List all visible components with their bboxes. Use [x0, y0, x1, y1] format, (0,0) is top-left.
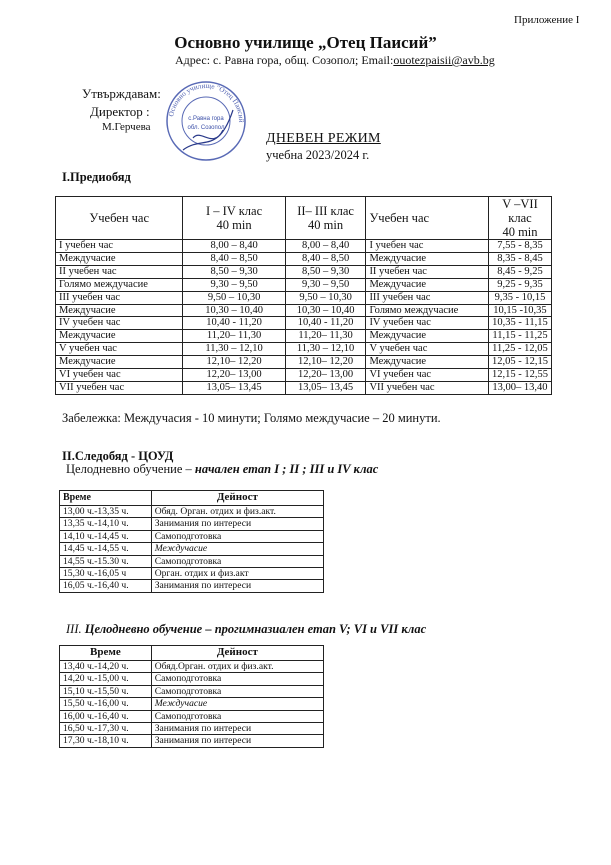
table-cell: Междучасие	[366, 278, 489, 291]
time-cell: 17,30 ч.-18,10 ч.	[60, 735, 152, 747]
table-row	[56, 356, 552, 369]
time-cell: 14,45 ч.-14,55 ч.	[60, 543, 152, 555]
table-cell: 8,00 – 8,40	[285, 240, 366, 253]
table-header-row	[60, 646, 324, 661]
table-row	[56, 317, 552, 330]
table-cell: 8,00 – 8,40	[183, 240, 285, 253]
table-row	[56, 252, 552, 265]
table-cell: 8,35 - 8,45	[488, 252, 551, 265]
table-row	[56, 343, 552, 356]
activity-cell: Занимания по интереси	[151, 580, 323, 592]
school-title: Основно училище „Отец Паисий”	[174, 33, 437, 52]
section3-title: Целодневно обучение – прогимназиален етап V; VI и VII клас	[81, 622, 427, 636]
table-cell: V учебен час	[366, 343, 489, 356]
activity-cell: Самоподготовка	[151, 685, 323, 697]
table-cell: Междучасие	[366, 356, 489, 369]
table-cell: Голямо междучасие	[366, 304, 489, 317]
school-year: учебна 2023/2024 г.	[266, 148, 370, 162]
activity-cell: Занимания по интереси	[151, 735, 323, 747]
table-row	[60, 580, 324, 592]
table-cell: 8,40 – 8,50	[285, 252, 366, 265]
table-cell: 8,50 – 9,30	[285, 265, 366, 278]
time-cell: 13,35 ч.-14,10 ч.	[60, 518, 152, 530]
subtitle-italic: начален етап I ; II ; III и IV клас	[194, 462, 379, 476]
table-row	[56, 278, 552, 291]
activity-cell: Орган. отдих и физ.акт	[151, 568, 323, 580]
table-cell: 11,30 – 12,10	[183, 343, 285, 356]
table-cell: 12,20– 13,00	[183, 369, 285, 382]
table-cell: 11,20– 11,30	[183, 330, 285, 343]
activity-cell: Самоподготовка	[151, 673, 323, 685]
table-row	[56, 330, 552, 343]
time-cell: 16,50 ч.-17,30 ч.	[60, 723, 152, 735]
table-row	[60, 568, 324, 580]
table-cell: 10,30 – 10,40	[183, 304, 285, 317]
time-cell: 14,20 ч.-15,00 ч.	[60, 673, 152, 685]
col-header: Учебен час	[56, 197, 183, 240]
table-cell: Междучасие	[366, 330, 489, 343]
table-cell: 9,35 - 10,15	[488, 291, 551, 304]
table-row	[60, 506, 324, 518]
seal-arc-text: Основно училище "Отец Паисий	[167, 81, 246, 123]
table-cell: I учебен час	[56, 240, 183, 253]
col-header-time: Време	[60, 646, 152, 661]
activity-cell: Междучасие	[151, 698, 323, 710]
table-cell: Голямо междучасие	[56, 278, 183, 291]
activity-cell: Самоподготовка	[151, 710, 323, 722]
table-row	[60, 661, 324, 673]
table-cell: 8,40 – 8,50	[183, 252, 285, 265]
table-cell: 9,30 – 9,50	[285, 278, 366, 291]
school-address	[175, 53, 495, 68]
afternoon-middle-table	[59, 645, 324, 748]
table-cell: 9,50 – 10,30	[285, 291, 366, 304]
time-cell: 15,10 ч.-15,50 ч.	[60, 685, 152, 697]
section2-heading: II.Следобяд - ЦОУД	[62, 449, 174, 463]
table-cell: 9,30 – 9,50	[183, 278, 285, 291]
seal-municipality: обл. Созопол	[187, 125, 225, 131]
time-cell: 15,50 ч.-16,00 ч.	[60, 698, 152, 710]
break-note: Забележка: Междучасия - 10 минути; Голямо междучасие – 20 минути.	[62, 411, 441, 425]
time-cell: 13,00 ч.-13,35 ч.	[60, 506, 152, 518]
table-row	[56, 265, 552, 278]
col-header: V –VII клас 40 min	[488, 197, 551, 240]
col-header: II– III клас 40 min	[285, 197, 366, 240]
table-header-row	[56, 197, 552, 240]
section2-subtitle	[66, 462, 378, 477]
table-row	[60, 710, 324, 722]
activity-cell: Междучасие	[151, 543, 323, 555]
table-row	[56, 381, 552, 394]
table-cell: Междучасие	[56, 330, 183, 343]
section3-number: III.	[66, 622, 82, 636]
section1-heading: I.Предиобяд	[62, 170, 131, 184]
table-cell: IV учебен час	[366, 317, 489, 330]
address-text: Адрес: с. Равна гора, общ. Созопол; Email:	[175, 53, 394, 67]
table-row	[60, 555, 324, 567]
annex-label: Приложение I	[514, 14, 580, 26]
table-cell: 13,05– 13,45	[183, 381, 285, 394]
director-name: М.Герчева	[102, 121, 151, 133]
col-header-activity: Дейност	[151, 491, 323, 506]
table-cell: VII учебен час	[366, 381, 489, 394]
time-cell: 13,40 ч.-14,20 ч.	[60, 661, 152, 673]
time-cell: 16,00 ч.-16,40 ч.	[60, 710, 152, 722]
table-cell: II учебен час	[56, 265, 183, 278]
table-cell: 10,15 -10,35	[488, 304, 551, 317]
table-row	[60, 530, 324, 542]
table-cell: 11,25 - 12,05	[488, 343, 551, 356]
table-cell: V учебен час	[56, 343, 183, 356]
table-row	[56, 369, 552, 382]
table-cell: Междучасие	[56, 356, 183, 369]
col-header: I – IV клас 40 min	[183, 197, 285, 240]
activity-cell: Обяд.Орган. отдих и физ.акт.	[151, 661, 323, 673]
table-cell: Междучасие	[366, 252, 489, 265]
activity-cell: Обяд. Орган. отдих и физ.акт.	[151, 506, 323, 518]
table-cell: 12,05 - 12,15	[488, 356, 551, 369]
activity-cell: Занимания по интереси	[151, 723, 323, 735]
table-cell: Междучасие	[56, 304, 183, 317]
table-cell: VI учебен час	[366, 369, 489, 382]
school-seal-stamp	[163, 80, 249, 162]
table-cell: 12,15 - 12,55	[488, 369, 551, 382]
email-link[interactable]: ouotezpaisii@avb.bg	[393, 53, 495, 67]
table-row	[60, 543, 324, 555]
table-cell: 12,20– 13,00	[285, 369, 366, 382]
table-cell: IV учебен час	[56, 317, 183, 330]
table-cell: 8,45 - 9,25	[488, 265, 551, 278]
col-header: Учебен час	[366, 197, 489, 240]
table-header-row	[60, 491, 324, 506]
table-cell: VII учебен час	[56, 381, 183, 394]
activity-cell: Занимания по интереси	[151, 518, 323, 530]
activity-cell: Самоподготовка	[151, 530, 323, 542]
time-cell: 14,55 ч.-15.30 ч.	[60, 555, 152, 567]
daily-schedule-title: ДНЕВЕН РЕЖИМ	[266, 131, 381, 146]
table-cell: 10,35 - 11,15	[488, 317, 551, 330]
time-cell: 16,05 ч.-16,40 ч.	[60, 580, 152, 592]
table-cell: 11,15 - 11,25	[488, 330, 551, 343]
table-cell: 9,50 – 10,30	[183, 291, 285, 304]
table-cell: 13,00– 13,40	[488, 381, 551, 394]
table-cell: III учебен час	[56, 291, 183, 304]
morning-schedule-table	[55, 196, 552, 395]
table-cell: I учебен час	[366, 240, 489, 253]
time-cell: 14,10 ч.-14,45 ч.	[60, 530, 152, 542]
table-cell: III учебен час	[366, 291, 489, 304]
table-row	[60, 723, 324, 735]
table-cell: 8,50 – 9,30	[183, 265, 285, 278]
table-row	[60, 673, 324, 685]
table-row	[60, 698, 324, 710]
table-cell: VI учебен час	[56, 369, 183, 382]
table-cell: 9,25 - 9,35	[488, 278, 551, 291]
table-cell: 7,55 - 8,35	[488, 240, 551, 253]
table-cell: 11,30 – 12,10	[285, 343, 366, 356]
col-header-time: Време	[60, 491, 152, 506]
col-header-activity: Дейност	[151, 646, 323, 661]
table-row	[56, 291, 552, 304]
table-cell: 10,40 - 11,20	[285, 317, 366, 330]
table-row	[56, 304, 552, 317]
table-cell: 13,05– 13,45	[285, 381, 366, 394]
section3-heading	[66, 622, 426, 637]
afternoon-primary-table	[59, 490, 324, 593]
table-row	[60, 735, 324, 747]
table-cell: 12,10– 12,20	[285, 356, 366, 369]
approval-label: Утвърждавам:	[82, 86, 161, 101]
table-row	[56, 240, 552, 253]
table-cell: II учебен час	[366, 265, 489, 278]
subtitle-plain: Целодневно обучение –	[66, 462, 195, 476]
seal-village: с.Равна гора	[188, 116, 224, 122]
table-cell: 12,10– 12,20	[183, 356, 285, 369]
table-cell: 10,30 – 10,40	[285, 304, 366, 317]
table-row	[60, 518, 324, 530]
table-cell: Междучасие	[56, 252, 183, 265]
activity-cell: Самоподготовка	[151, 555, 323, 567]
table-cell: 10,40 - 11,20	[183, 317, 285, 330]
time-cell: 15,30 ч.-16,05 ч	[60, 568, 152, 580]
director-label: Директор :	[90, 104, 150, 119]
table-cell: 11,20– 11,30	[285, 330, 366, 343]
table-row	[60, 685, 324, 697]
